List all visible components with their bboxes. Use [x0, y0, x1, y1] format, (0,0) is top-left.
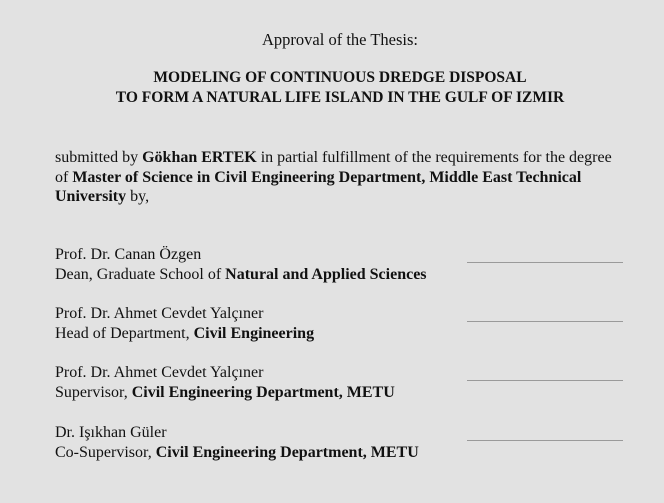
thesis-title-line-1: MODELING OF CONTINUOUS DREDGE DISPOSAL: [153, 69, 527, 86]
signatory-head-of-department: [55, 304, 635, 343]
degree-name: Master of Science in Civil Engineering Department, Middle East Technical University: [55, 168, 582, 205]
signatory-co-supervisor: [55, 423, 635, 462]
signatory-role: [55, 443, 635, 463]
signatory-role: [55, 383, 635, 403]
signature-line-dean: [467, 262, 623, 263]
signature-line-co-supervisor: [467, 440, 623, 441]
approval-heading: Approval of the Thesis:: [262, 30, 418, 49]
thesis-title: [0, 68, 664, 108]
signatory-name: Prof. Dr. Ahmet Cevdet Yalçıner: [55, 305, 264, 322]
submission-prefix: submitted by: [55, 149, 143, 166]
signatory-role-prefix: Co-Supervisor,: [55, 443, 156, 461]
signatory-name: Dr. Işıkhan Güler: [55, 424, 167, 441]
signatory-role-bold: Civil Engineering Department, METU: [155, 443, 419, 461]
submission-middle: in partial fulfillment of the requirements for the degree of: [55, 149, 612, 186]
signatory-role-bold: Natural and Applied Sciences: [225, 265, 427, 283]
signatory-role-bold: Civil Engineering: [193, 324, 315, 342]
submission-statement: [55, 148, 615, 207]
signatory-role-prefix: Supervisor,: [55, 383, 132, 401]
signatory-role: [55, 324, 635, 344]
signatory-role-prefix: Head of Department,: [55, 324, 194, 342]
signatory-supervisor: [55, 363, 635, 402]
signatory-role-bold: Civil Engineering Department, METU: [131, 383, 395, 401]
signatory-role: [55, 265, 635, 285]
signature-line-head-of-department: [467, 321, 623, 322]
submission-suffix: by,: [126, 188, 150, 205]
signatory-dean: [55, 245, 635, 284]
author-name: Gökhan ERTEK: [142, 149, 257, 166]
signatory-role-prefix: Dean, Graduate School of: [55, 265, 226, 283]
signature-line-supervisor: [467, 380, 623, 381]
thesis-title-line-2: TO FORM A NATURAL LIFE ISLAND IN THE GULF OF IZMIR: [115, 89, 565, 106]
signatory-name: Prof. Dr. Canan Özgen: [55, 246, 202, 263]
signatory-name: Prof. Dr. Ahmet Cevdet Yalçıner: [55, 364, 264, 381]
